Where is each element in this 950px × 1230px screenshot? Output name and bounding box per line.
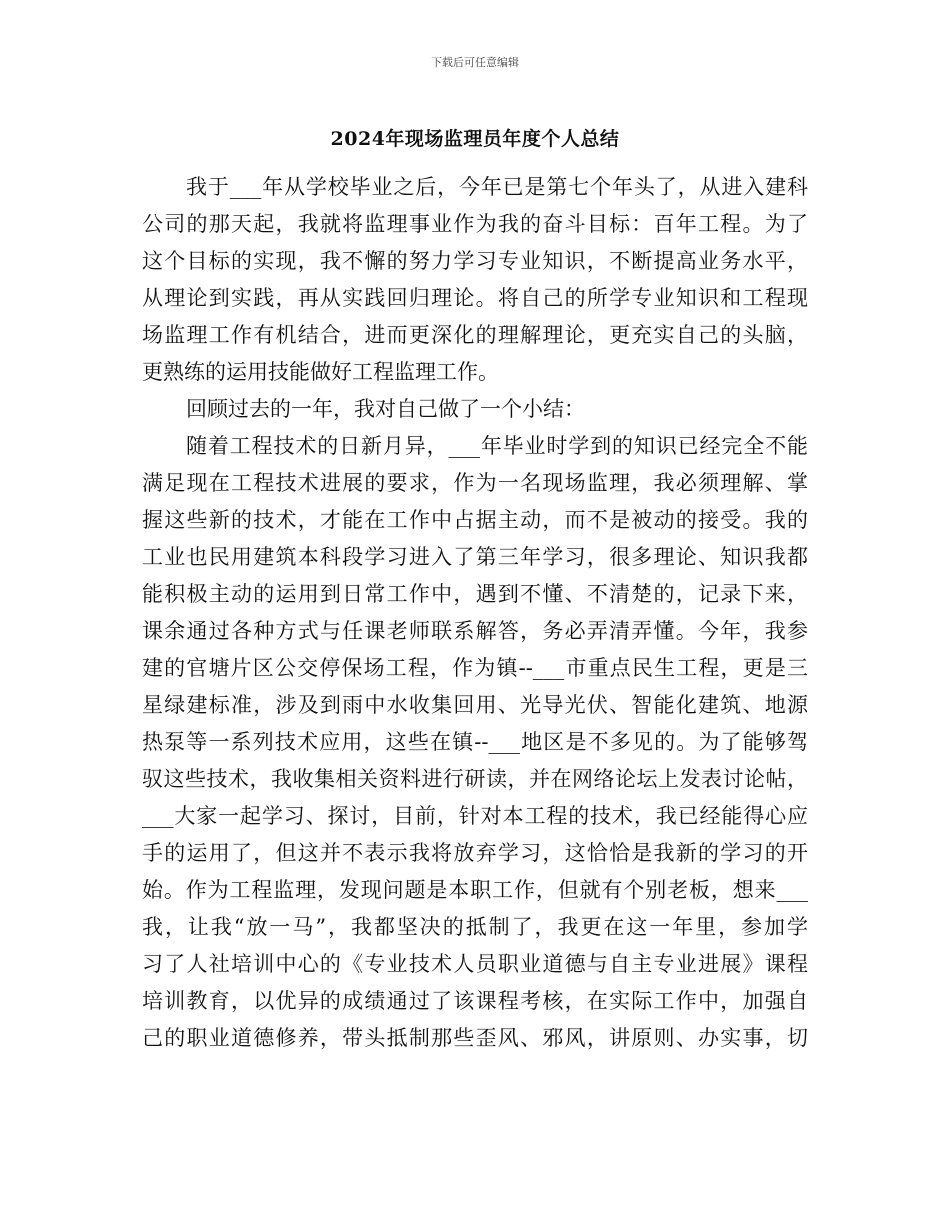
paragraph-3-line: 培训教育，以优异的成绩通过了该课程考核，在实际工作中，加强自 bbox=[142, 989, 808, 1013]
paragraph-3-line: 己的职业道德修养，带头抵制那些歪风、邪风，讲原则、办实事，切 bbox=[142, 1026, 808, 1050]
paragraph-3-line: 建的官塘片区公交停保场工程，作为镇--___市重点民生工程，更是三 bbox=[142, 656, 808, 680]
paragraph-3-line: 握这些新的技术，才能在工作中占据主动，而不是被动的接受。我的 bbox=[142, 508, 808, 532]
paragraph-3-line: 习了人社培训中心的《专业技术人员职业道德与自主专业进展》课程 bbox=[142, 952, 808, 976]
paragraph-3-line: 满足现在工程技术进展的要求，作为一名现场监理，我必须理解、掌 bbox=[142, 471, 808, 495]
paragraph-3-line: 能积极主动的运用到日常工作中，遇到不懂、不清楚的，记录下来， bbox=[142, 582, 808, 606]
paragraph-3-line: 始。作为工程监理，发现问题是本职工作，但就有个别老板，想来___ bbox=[142, 878, 808, 902]
paragraph-3-line: 星绿建标准，涉及到雨中水收集回用、光导光伏、智能化建筑、地源 bbox=[142, 693, 808, 717]
document-body bbox=[142, 172, 808, 1060]
paragraph-1-line: 公司的那天起，我就将监理事业作为我的奋斗目标：百年工程。为了 bbox=[142, 212, 808, 236]
paragraph-3-line: 热泵等一系列技术应用，这些在镇--___地区是不多见的。为了能够驾 bbox=[142, 730, 808, 754]
paragraph-2-line: 回顾过去的一年，我对自己做了一个小结： bbox=[186, 397, 585, 421]
paragraph-3-line: 手的运用了，但这并不表示我将放弃学习，这恰恰是我新的学习的开 bbox=[142, 841, 808, 865]
paragraph-3-line: 工业也民用建筑本科段学习进入了第三年学习，很多理论、知识我都 bbox=[142, 545, 808, 569]
paragraph-1-line: 更熟练的运用技能做好工程监理工作。 bbox=[142, 360, 499, 384]
paragraph-3-line: 随着工程技术的日新月异，___年毕业时学到的知识已经完全不能 bbox=[186, 434, 808, 458]
document-title: 2024年现场监理员年度个人总结 bbox=[330, 128, 620, 150]
paragraph-3-line: ___大家一起学习、探讨，目前，针对本工程的技术，我已经能得心应 bbox=[142, 804, 808, 828]
paragraph-3-line: 驭这些技术，我收集相关资料进行研读，并在网络论坛上发表讨论帖， bbox=[142, 767, 808, 791]
paragraph-1-line: 场监理工作有机结合，进而更深化的理解理论，更充实自己的头脑， bbox=[142, 323, 808, 347]
paragraph-3-line: 课余通过各种方式与任课老师联系解答，务必弄清弄懂。今年，我参 bbox=[142, 619, 808, 643]
paragraph-1-line: 这个目标的实现，我不懈的努力学习专业知识，不断提高业务水平， bbox=[142, 249, 808, 273]
paragraph-3-line: 我，让我“放一马”，我都坚决的抵制了，我更在这一年里，参加学 bbox=[142, 915, 808, 939]
header-note: 下载后可任意编辑 bbox=[431, 56, 519, 69]
paragraph-1-line: 我于___年从学校毕业之后，今年已是第七个年头了，从进入建科 bbox=[186, 175, 808, 199]
paragraph-1-line: 从理论到实践，再从实践回归理论。将自己的所学专业知识和工程现 bbox=[142, 286, 808, 310]
